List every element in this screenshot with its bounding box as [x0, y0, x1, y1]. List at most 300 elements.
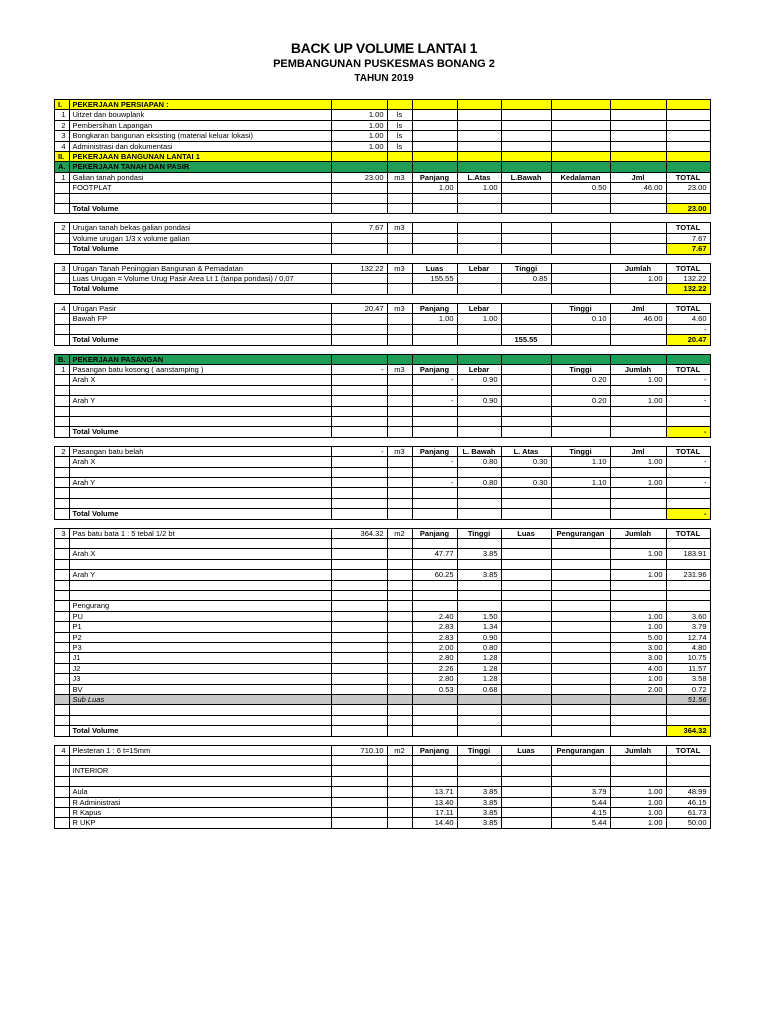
cell-g [501, 110, 551, 120]
cell-e [412, 284, 457, 294]
cell-b: Arah X [69, 457, 331, 467]
cell-h [551, 274, 610, 284]
cell-d [387, 396, 412, 406]
cell-c [331, 538, 387, 548]
cell-a [55, 335, 70, 345]
cell-c [331, 663, 387, 673]
cell-f: 1.28 [457, 653, 501, 663]
cell-f [457, 776, 501, 786]
cell-c [331, 797, 387, 807]
cell-d: ls [387, 120, 412, 130]
cell-j [666, 152, 710, 162]
cell-j: 61.73 [666, 807, 710, 817]
cell-e [412, 406, 457, 416]
cell-j [666, 416, 710, 426]
cell-i: Jumlah [610, 528, 666, 538]
cell-a [55, 396, 70, 406]
cell-c: 710.10 [331, 745, 387, 755]
table-row [55, 797, 711, 807]
cell-j [666, 488, 710, 498]
cell-j: 50.00 [666, 818, 710, 828]
cell-h: Kedalaman [551, 172, 610, 182]
cell-b: Pas batu bata 1 : 5 tebal 1/2 bt [69, 528, 331, 538]
cell-c [331, 488, 387, 498]
cell-f: 1.28 [457, 663, 501, 673]
cell-e: 60.25 [412, 570, 457, 580]
cell-f [457, 416, 501, 426]
table-row [55, 406, 711, 416]
cell-h [551, 766, 610, 776]
cell-e [412, 141, 457, 151]
cell-a [55, 663, 70, 673]
cell-g [501, 396, 551, 406]
cell-e: Panjang [412, 446, 457, 456]
cell-f [457, 385, 501, 395]
cell-f: 0.90 [457, 396, 501, 406]
cell-i: 1.00 [610, 674, 666, 684]
cell-a [55, 642, 70, 652]
cell-b: PU [69, 611, 331, 621]
cell-g [501, 162, 551, 172]
cell-f [457, 354, 501, 364]
cell-f [457, 324, 501, 334]
spacer-row [55, 736, 711, 745]
cell-a [55, 457, 70, 467]
cell-g [501, 141, 551, 151]
cell-b: Pasangan batu kosong ( aanstamping ) [69, 364, 331, 374]
cell-c [331, 314, 387, 324]
cell-d [387, 244, 412, 254]
cell-h [551, 674, 610, 684]
table-row [55, 385, 711, 395]
cell-f: 1.50 [457, 611, 501, 621]
cell-e: 1.00 [412, 314, 457, 324]
cell-c: 1.00 [331, 131, 387, 141]
cell-b [69, 559, 331, 569]
cell-g [501, 120, 551, 130]
cell-c [331, 715, 387, 725]
cell-e: Panjang [412, 528, 457, 538]
cell-a [55, 416, 70, 426]
cell-e [412, 509, 457, 519]
cell-a [55, 611, 70, 621]
cell-c [331, 684, 387, 694]
cell-a [55, 549, 70, 559]
cell-j: - [666, 375, 710, 385]
cell-e [412, 244, 457, 254]
cell-j: 4.80 [666, 642, 710, 652]
cell-e [412, 354, 457, 364]
cell-b: P1 [69, 622, 331, 632]
cell-i [610, 223, 666, 233]
cell-d: m3 [387, 223, 412, 233]
cell-h: 4.15 [551, 807, 610, 817]
cell-g [501, 653, 551, 663]
cell-j: - [666, 509, 710, 519]
table-row [55, 787, 711, 797]
cell-d [387, 204, 412, 214]
cell-f [457, 223, 501, 233]
cell-e [412, 385, 457, 395]
cell-h: 5.44 [551, 797, 610, 807]
cell-b: Sub Luas [69, 694, 331, 704]
cell-d [387, 653, 412, 663]
cell-h: 1.10 [551, 457, 610, 467]
cell-d [387, 807, 412, 817]
cell-c [331, 807, 387, 817]
cell-i: 1.00 [610, 570, 666, 580]
cell-i [610, 204, 666, 214]
cell-e: - [412, 457, 457, 467]
cell-h [551, 324, 610, 334]
table-row [55, 715, 711, 725]
table-row [55, 674, 711, 684]
table-row [55, 611, 711, 621]
cell-j: 20.47 [666, 335, 710, 345]
cell-a: 2 [55, 120, 70, 130]
cell-d [387, 183, 412, 193]
cell-c [331, 580, 387, 590]
cell-f: 0.90 [457, 632, 501, 642]
cell-h [551, 131, 610, 141]
cell-h [551, 559, 610, 569]
cell-j: - [666, 457, 710, 467]
cell-g [501, 787, 551, 797]
cell-a [55, 406, 70, 416]
cell-b [69, 488, 331, 498]
table-row [55, 172, 711, 182]
cell-h [551, 406, 610, 416]
cell-d: m2 [387, 528, 412, 538]
cell-d [387, 559, 412, 569]
cell-d: m3 [387, 446, 412, 456]
cell-d [387, 642, 412, 652]
cell-e: 14.40 [412, 818, 457, 828]
cell-c [331, 416, 387, 426]
cell-b: Plesteran 1 : 6 t=15mm [69, 745, 331, 755]
table-row [55, 223, 711, 233]
table-row [55, 120, 711, 130]
cell-e [412, 233, 457, 243]
cell-h [551, 488, 610, 498]
cell-b: Uitzet dan bouwplank [69, 110, 331, 120]
cell-d [387, 406, 412, 416]
cell-i [610, 152, 666, 162]
cell-b: Pengurang [69, 601, 331, 611]
cell-j [666, 467, 710, 477]
cell-i [610, 726, 666, 736]
cell-j: - [666, 396, 710, 406]
cell-j: TOTAL [666, 528, 710, 538]
cell-c [331, 457, 387, 467]
cell-c [331, 193, 387, 203]
cell-b: INTERIOR [69, 766, 331, 776]
cell-e: Panjang [412, 172, 457, 182]
cell-g [501, 375, 551, 385]
cell-h [551, 653, 610, 663]
cell-f [457, 406, 501, 416]
cell-a: 2 [55, 446, 70, 456]
cell-b: Bongkaran bangunan eksisting (material keluar lokasi) [69, 131, 331, 141]
cell-i [610, 406, 666, 416]
cell-g [501, 303, 551, 313]
cell-i: 3.00 [610, 642, 666, 652]
cell-d [387, 622, 412, 632]
cell-h: 0.20 [551, 396, 610, 406]
cell-f [457, 509, 501, 519]
cell-d: m3 [387, 263, 412, 273]
cell-g [501, 223, 551, 233]
cell-e: Panjang [412, 745, 457, 755]
cell-j [666, 766, 710, 776]
cell-f: 1.00 [457, 314, 501, 324]
table-row [55, 622, 711, 632]
cell-c [331, 204, 387, 214]
cell-f [457, 726, 501, 736]
cell-e [412, 427, 457, 437]
cell-h [551, 498, 610, 508]
cell-e [412, 590, 457, 600]
cell-c [331, 396, 387, 406]
cell-e [412, 100, 457, 110]
total-row [55, 284, 711, 294]
cell-g [501, 152, 551, 162]
cell-a: 2 [55, 223, 70, 233]
cell-e: 1.00 [412, 183, 457, 193]
table-row [55, 477, 711, 487]
cell-a [55, 244, 70, 254]
cell-c [331, 766, 387, 776]
table-row [55, 580, 711, 590]
cell-b [69, 467, 331, 477]
cell-b: PEKERJAAN PASANGAN [69, 354, 331, 364]
cell-i [610, 590, 666, 600]
cell-j [666, 385, 710, 395]
cell-a [55, 509, 70, 519]
cell-i: 1.00 [610, 797, 666, 807]
cell-h [551, 263, 610, 273]
cell-c [331, 590, 387, 600]
cell-d [387, 694, 412, 704]
cell-b: Administrasi dan dokumentasi [69, 141, 331, 151]
cell-e [412, 204, 457, 214]
cell-h [551, 110, 610, 120]
cell-g [501, 385, 551, 395]
cell-i: Jumlah [610, 364, 666, 374]
cell-d [387, 314, 412, 324]
cell-a [55, 570, 70, 580]
cell-a [55, 797, 70, 807]
cell-a: 3 [55, 528, 70, 538]
cell-i [610, 385, 666, 395]
cell-c [331, 787, 387, 797]
cell-j: 11.57 [666, 663, 710, 673]
cell-a [55, 580, 70, 590]
cell-d [387, 477, 412, 487]
cell-j [666, 776, 710, 786]
cell-g: Tinggi [501, 263, 551, 273]
cell-g [501, 632, 551, 642]
cell-h [551, 427, 610, 437]
cell-i [610, 354, 666, 364]
cell-e: 2.83 [412, 622, 457, 632]
table-row [55, 446, 711, 456]
cell-f: Tinggi [457, 745, 501, 755]
table-row [55, 559, 711, 569]
cell-a [55, 715, 70, 725]
cell-c [331, 601, 387, 611]
table-row [55, 807, 711, 817]
cell-j [666, 100, 710, 110]
cell-h: 1.10 [551, 477, 610, 487]
cell-d [387, 726, 412, 736]
cell-i: 1.00 [610, 477, 666, 487]
table-row [55, 528, 711, 538]
cell-a [55, 233, 70, 243]
cell-j: 51.56 [666, 694, 710, 704]
cell-i: 5.00 [610, 632, 666, 642]
cell-b: Total Volume [69, 726, 331, 736]
cell-a [55, 559, 70, 569]
cell-d: ls [387, 131, 412, 141]
cell-h [551, 193, 610, 203]
total-row [55, 204, 711, 214]
cell-j [666, 590, 710, 600]
cell-i: Jml [610, 303, 666, 313]
total-row [55, 726, 711, 736]
cell-d: m2 [387, 745, 412, 755]
cell-d: ls [387, 110, 412, 120]
cell-h [551, 244, 610, 254]
cell-j [666, 141, 710, 151]
table-row [55, 467, 711, 477]
cell-i [610, 427, 666, 437]
cell-i: 1.00 [610, 611, 666, 621]
cell-e: 17.11 [412, 807, 457, 817]
cell-j: TOTAL [666, 172, 710, 182]
cell-e: - [412, 375, 457, 385]
cell-f: 1.34 [457, 622, 501, 632]
cell-d [387, 488, 412, 498]
cell-i [610, 601, 666, 611]
cell-f [457, 335, 501, 345]
cell-g [501, 427, 551, 437]
cell-i: Jumlah [610, 745, 666, 755]
cell-i: 1.00 [610, 396, 666, 406]
cell-h [551, 570, 610, 580]
cell-e [412, 755, 457, 765]
cell-e [412, 152, 457, 162]
cell-h [551, 538, 610, 548]
cell-a: I. [55, 100, 70, 110]
cell-d [387, 335, 412, 345]
cell-h [551, 715, 610, 725]
cell-f [457, 559, 501, 569]
section-header-row [55, 100, 711, 110]
cell-j: TOTAL [666, 263, 710, 273]
cell-e [412, 416, 457, 426]
cell-f [457, 204, 501, 214]
cell-e: - [412, 396, 457, 406]
cell-j [666, 354, 710, 364]
cell-h [551, 335, 610, 345]
cell-d [387, 632, 412, 642]
cell-c: 132.22 [331, 263, 387, 273]
cell-d [387, 590, 412, 600]
cell-f [457, 284, 501, 294]
cell-g [501, 705, 551, 715]
cell-d [387, 663, 412, 673]
cell-f: Lebar [457, 263, 501, 273]
spacer-row [55, 345, 711, 354]
cell-b: Arah X [69, 375, 331, 385]
cell-a: 3 [55, 131, 70, 141]
cell-h: 0.50 [551, 183, 610, 193]
cell-f [457, 120, 501, 130]
total-row [55, 509, 711, 519]
cell-f [457, 152, 501, 162]
table-row [55, 110, 711, 120]
cell-d [387, 601, 412, 611]
cell-e [412, 223, 457, 233]
cell-b: Arah Y [69, 477, 331, 487]
cell-d [387, 100, 412, 110]
cell-i: 3.00 [610, 653, 666, 663]
cell-c [331, 354, 387, 364]
table-row [55, 601, 711, 611]
table-row [55, 193, 711, 203]
cell-h [551, 233, 610, 243]
cell-j: 231.96 [666, 570, 710, 580]
cell-i [610, 509, 666, 519]
cell-i [610, 110, 666, 120]
cell-j [666, 498, 710, 508]
cell-h [551, 776, 610, 786]
volume-table [54, 99, 711, 829]
cell-f [457, 162, 501, 172]
cell-a [55, 427, 70, 437]
cell-b: J2 [69, 663, 331, 673]
table-row [55, 498, 711, 508]
cell-f [457, 705, 501, 715]
cell-b: FOOTPLAT [69, 183, 331, 193]
cell-e [412, 601, 457, 611]
cell-f: 3.85 [457, 787, 501, 797]
cell-f [457, 755, 501, 765]
cell-a: 3 [55, 263, 70, 273]
cell-c [331, 427, 387, 437]
cell-g: 155.55 [501, 335, 551, 345]
cell-g [501, 233, 551, 243]
cell-a [55, 653, 70, 663]
cell-i [610, 755, 666, 765]
cell-j: 12.74 [666, 632, 710, 642]
cell-d [387, 755, 412, 765]
cell-f [457, 193, 501, 203]
cell-b: Volume urugan 1/3 x volume galian [69, 233, 331, 243]
cell-a [55, 807, 70, 817]
cell-g [501, 766, 551, 776]
cell-g: L. Atas [501, 446, 551, 456]
cell-d [387, 705, 412, 715]
table-row [55, 653, 711, 663]
table-row [55, 590, 711, 600]
cell-g: 0.30 [501, 477, 551, 487]
cell-b: Total Volume [69, 204, 331, 214]
cell-e [412, 498, 457, 508]
cell-e [412, 131, 457, 141]
table-row [55, 141, 711, 151]
